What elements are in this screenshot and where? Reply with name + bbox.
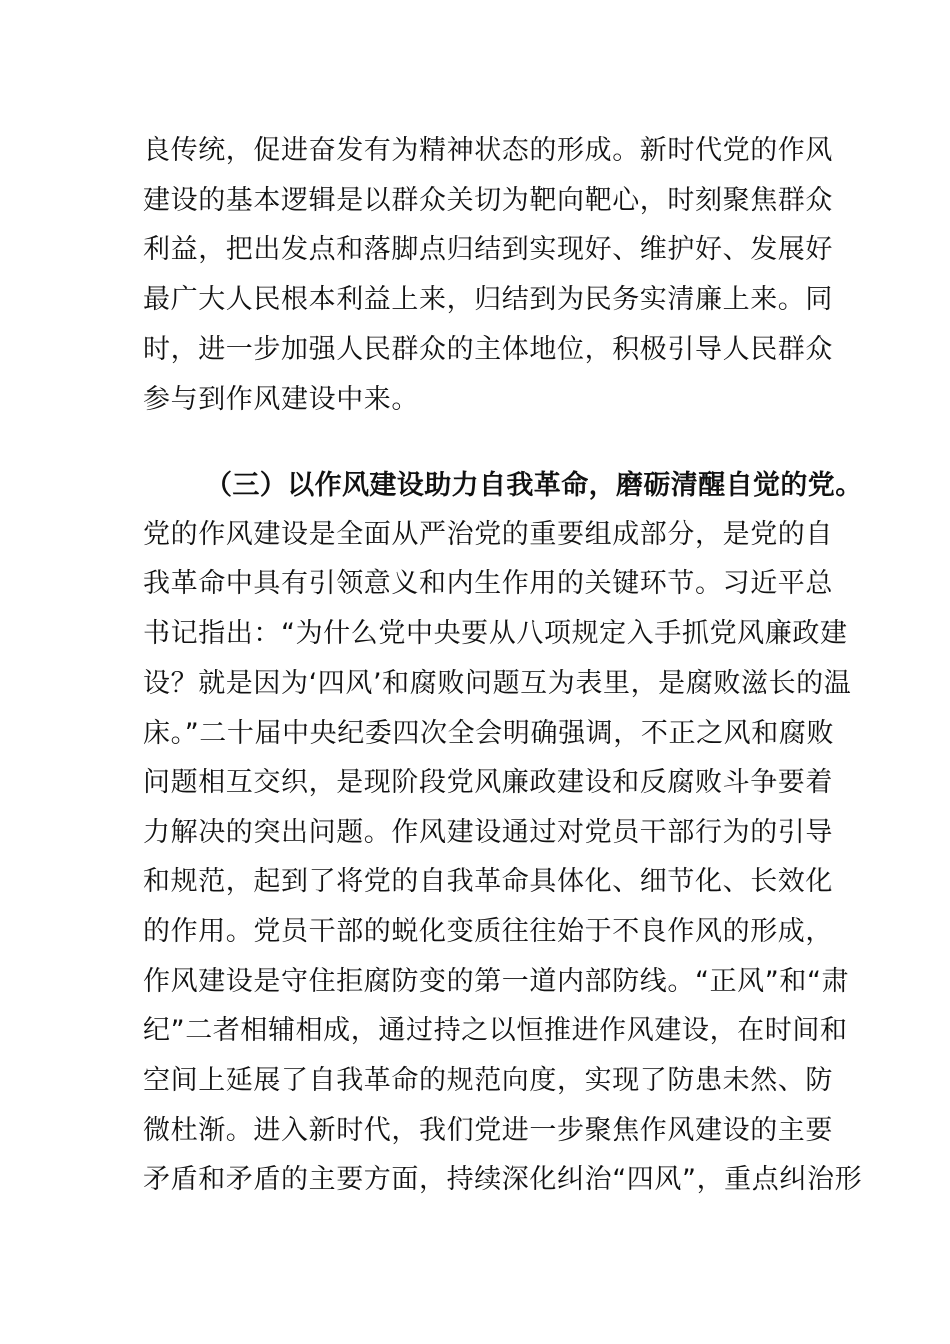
paragraph-line: 的作用。党员干部的蜕化变质往往始于不良作风的形成， [143, 916, 833, 947]
paragraph-line: 参与到作风建设中来。 [143, 384, 419, 415]
paragraph-line: 微杜渐。进入新时代，我们党进一步聚焦作风建设的主要 [143, 1115, 833, 1146]
paragraph-line: 时，进一步加强人民群众的主体地位，积极引导人民群众 [143, 334, 833, 365]
paragraph-line: 最广大人民根本利益上来，归结到为民务实清廉上来。同 [143, 284, 833, 315]
paragraph-line: 良传统，促进奋发有为精神状态的形成。新时代党的作风 [143, 135, 833, 166]
paragraph-line: 纪”二者相辅相成，通过持之以恒推进作风建设，在时间和 [143, 1015, 848, 1046]
paragraph-line: 我革命中具有引领意义和内生作用的关键环节。习近平总 [143, 568, 833, 599]
paragraph-line: 利益，把出发点和落脚点归结到实现好、维护好、发展好 [143, 234, 833, 265]
paragraph-line: 书记指出：“为什么党中央要从八项规定入手抓党风廉政建 [143, 618, 848, 649]
paragraph-line: 问题相互交织，是现阶段党风廉政建设和反腐败斗争要着 [143, 767, 833, 798]
paragraph-line: 党的作风建设是全面从严治党的重要组成部分，是党的自 [143, 519, 833, 550]
paragraph-line: 和规范，起到了将党的自我革命具体化、细节化、长效化 [143, 866, 833, 897]
paragraph-line: 矛盾和矛盾的主要方面，持续深化纠治“四风”，重点纠治形 [143, 1164, 863, 1195]
paragraph-line: 空间上延展了自我革命的规范向度，实现了防患未然、防 [143, 1065, 833, 1096]
paragraph-line: 建设的基本逻辑是以群众关切为靶向靶心，时刻聚焦群众 [143, 185, 833, 216]
paragraph-line: 设？就是因为‘四风’和腐败问题互为表里，是腐败滋长的温 [143, 668, 852, 699]
paragraph-line: 作风建设是守住拒腐防变的第一道内部防线。“正风”和“肃 [143, 966, 850, 997]
paragraph-line: 床。”二十届中央纪委四次全会明确强调，不正之风和腐败 [143, 718, 835, 749]
paragraph-line: 力解决的突出问题。作风建设通过对党员干部行为的引导 [143, 817, 833, 848]
section-heading: （三）以作风建设助力自我革命，磨砺清醒自觉的党。 [205, 470, 863, 501]
